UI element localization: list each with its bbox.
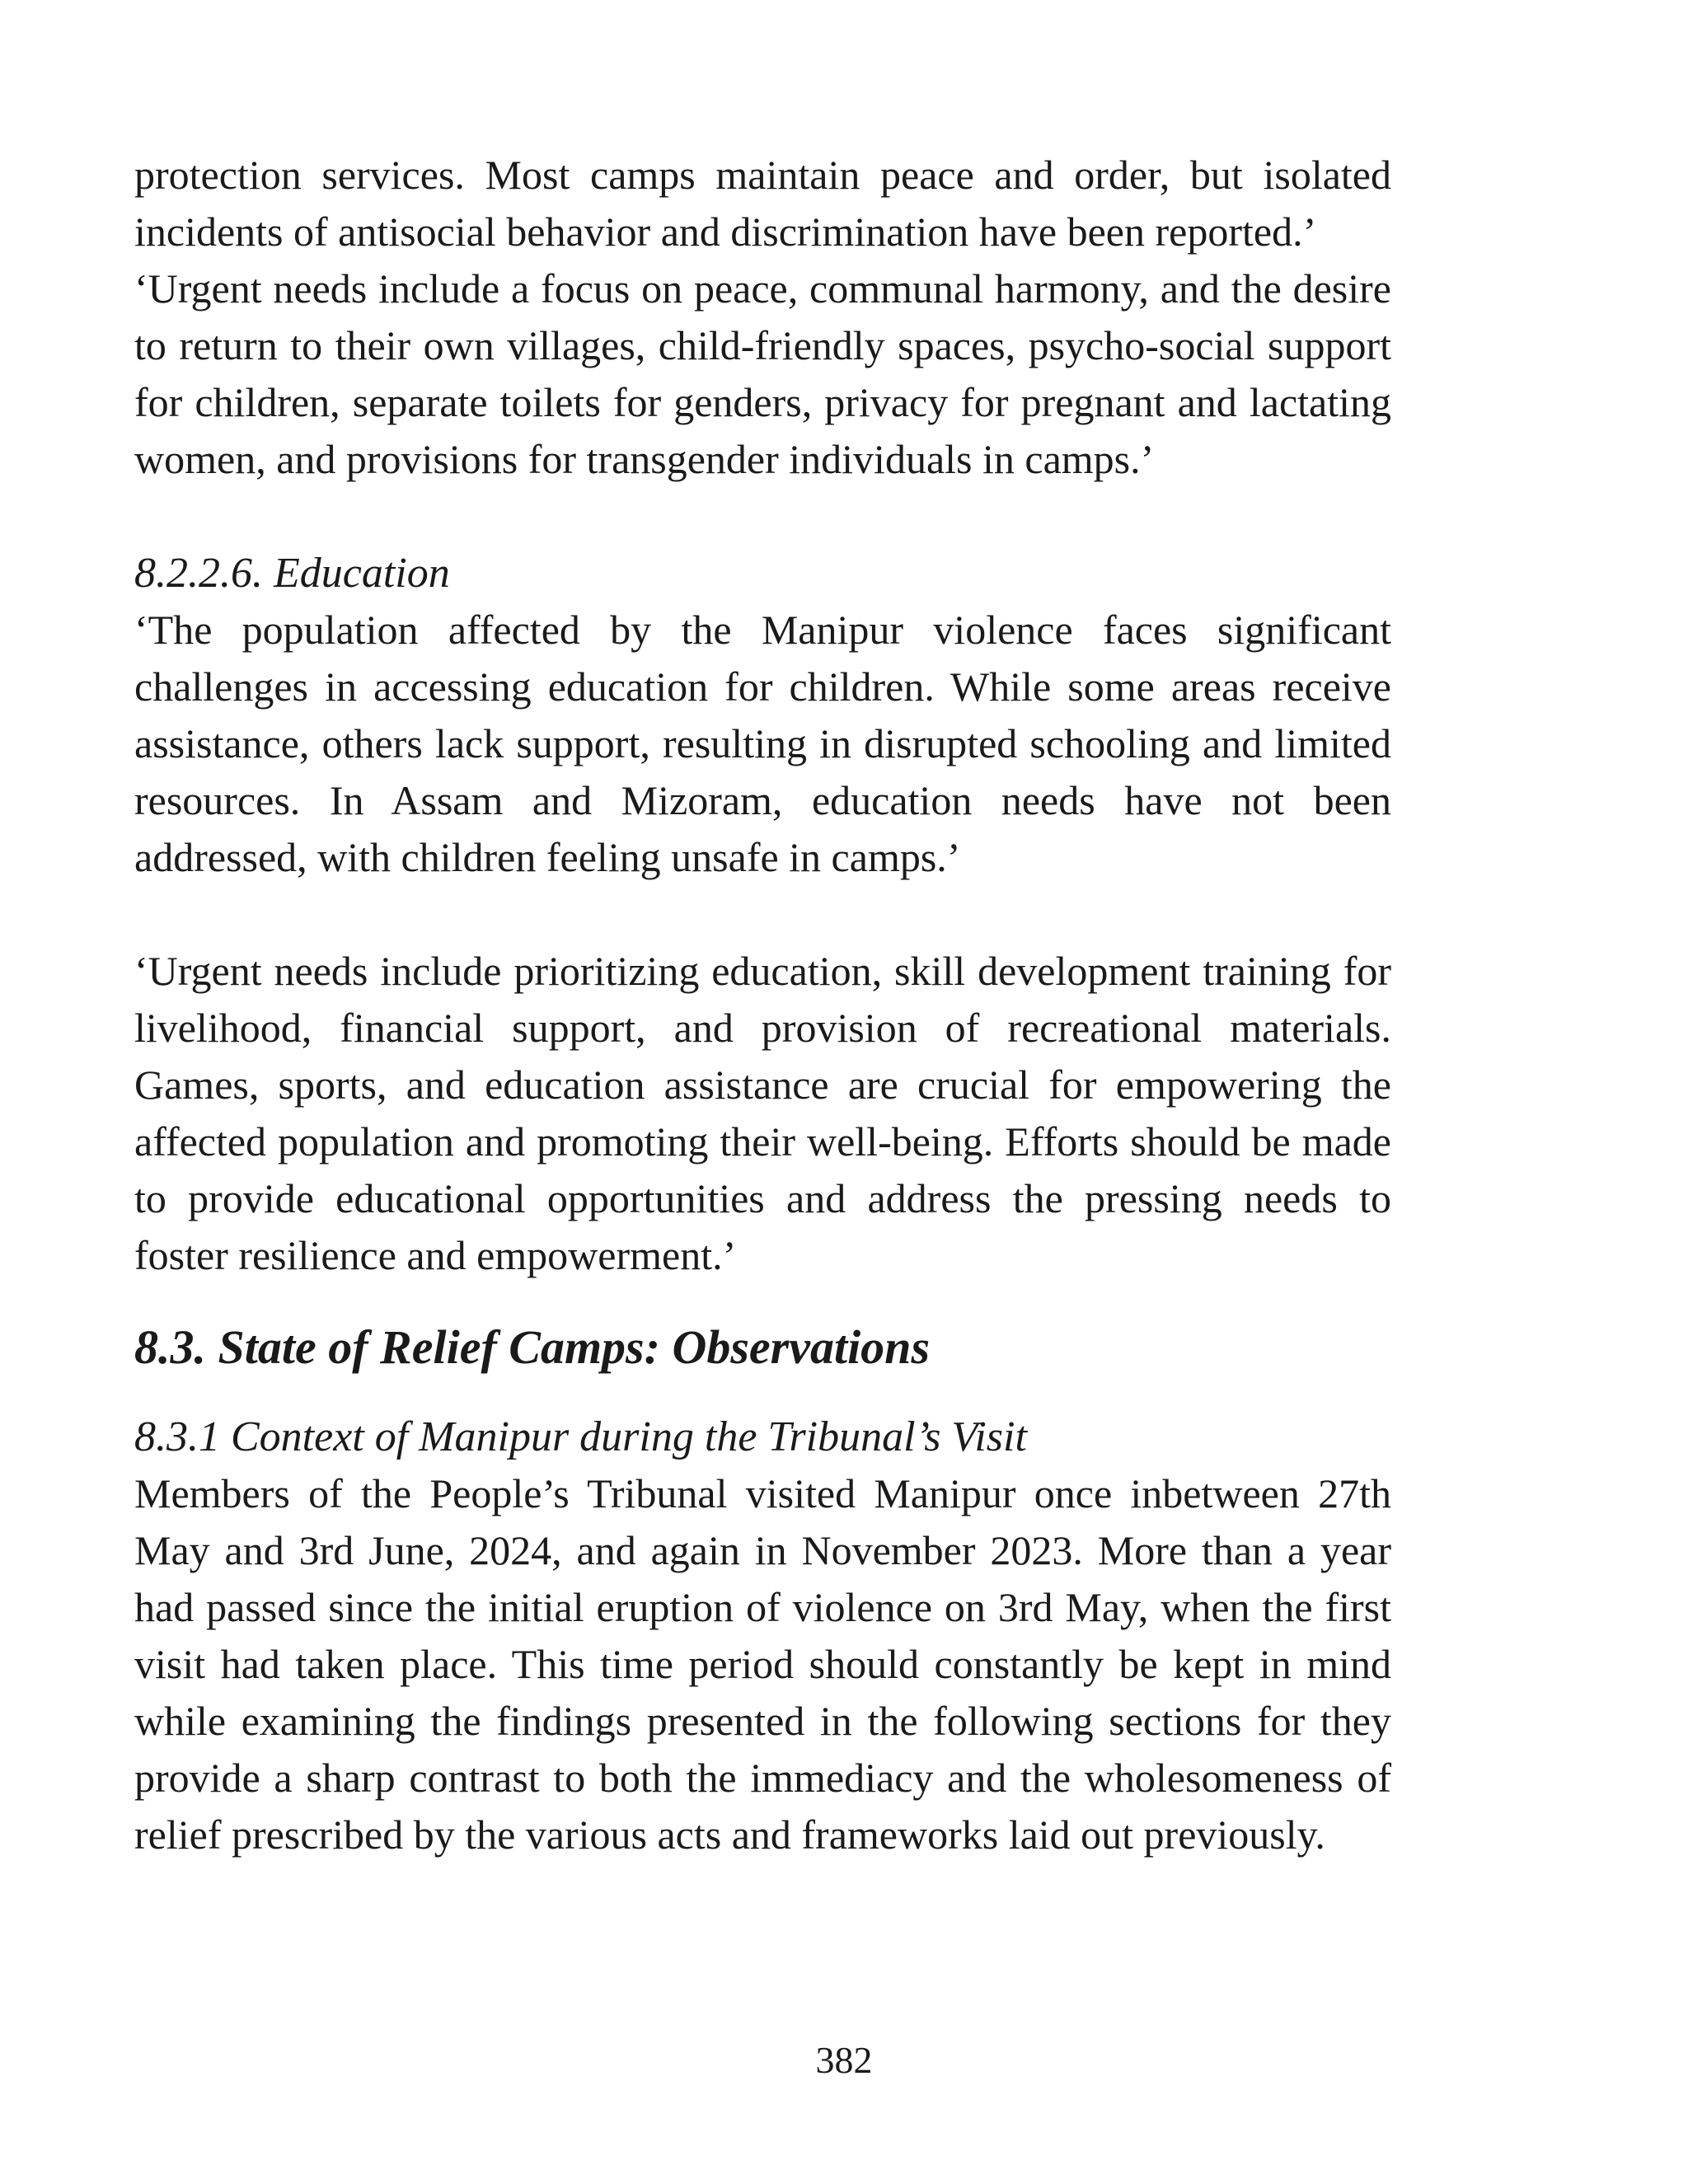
context-subheading: 8.3.1 Context of Manipur during the Tribunal’s Visit [134, 1413, 1027, 1460]
section-heading-relief-camps: 8.3. State of Relief Camps: Observations [134, 1320, 931, 1374]
paragraph-tribunal-visit: Members of the People’s Tribunal visited Manipur once inbetween 27th May and 3rd June, 2024, and again in November 2023. More than a year had passed since the initial eruption of violence on 3rd May, when the first visit had taken place. This time period should constantly be kept in mind while examining the findings presented in the following sections for they provide a sharp contrast to both the immediacy and the wholesomeness of relief prescribed by the various acts and frameworks laid out previously. [134, 1470, 1391, 1858]
paragraph-protection-services: protection services. Most camps maintain peace and order, but isolated incidents of antisocial behavior and discrimination have been reported.’ [134, 152, 1391, 255]
page-number: 382 [815, 2039, 873, 2081]
paragraph-urgent-needs-peace: ‘Urgent needs include a focus on peace, communal harmony, and the desire to return to their own villages, child-friendly spaces, psycho-social support for children, separate toilets for genders, privacy for pregnant and lactating women, and provisions for transgender individuals in camps.’ [134, 265, 1391, 482]
page-body [134, 147, 1391, 1863]
education-heading: 8.2.2.6. Education [134, 550, 450, 597]
paragraph-education-urgent-needs: ‘Urgent needs include prioritizing education, skill development training for livelihood, financial support, and provision of recreational materials. Games, sports, and education assistance are crucial for empowering the affected population and promoting their well-being. Efforts should be made to provide educational opportunities and address the pressing needs to foster resilience and empowerment.’ [134, 948, 1391, 1278]
paragraph-education-challenges: ‘The population affected by the Manipur violence faces significant challenges in accessing education for children. While some areas receive assistance, others lack support, resulting in disrupted schooling and limited resources. In Assam and Mizoram, education needs have not been addressed, with children feeling unsafe in camps.’ [134, 607, 1391, 880]
